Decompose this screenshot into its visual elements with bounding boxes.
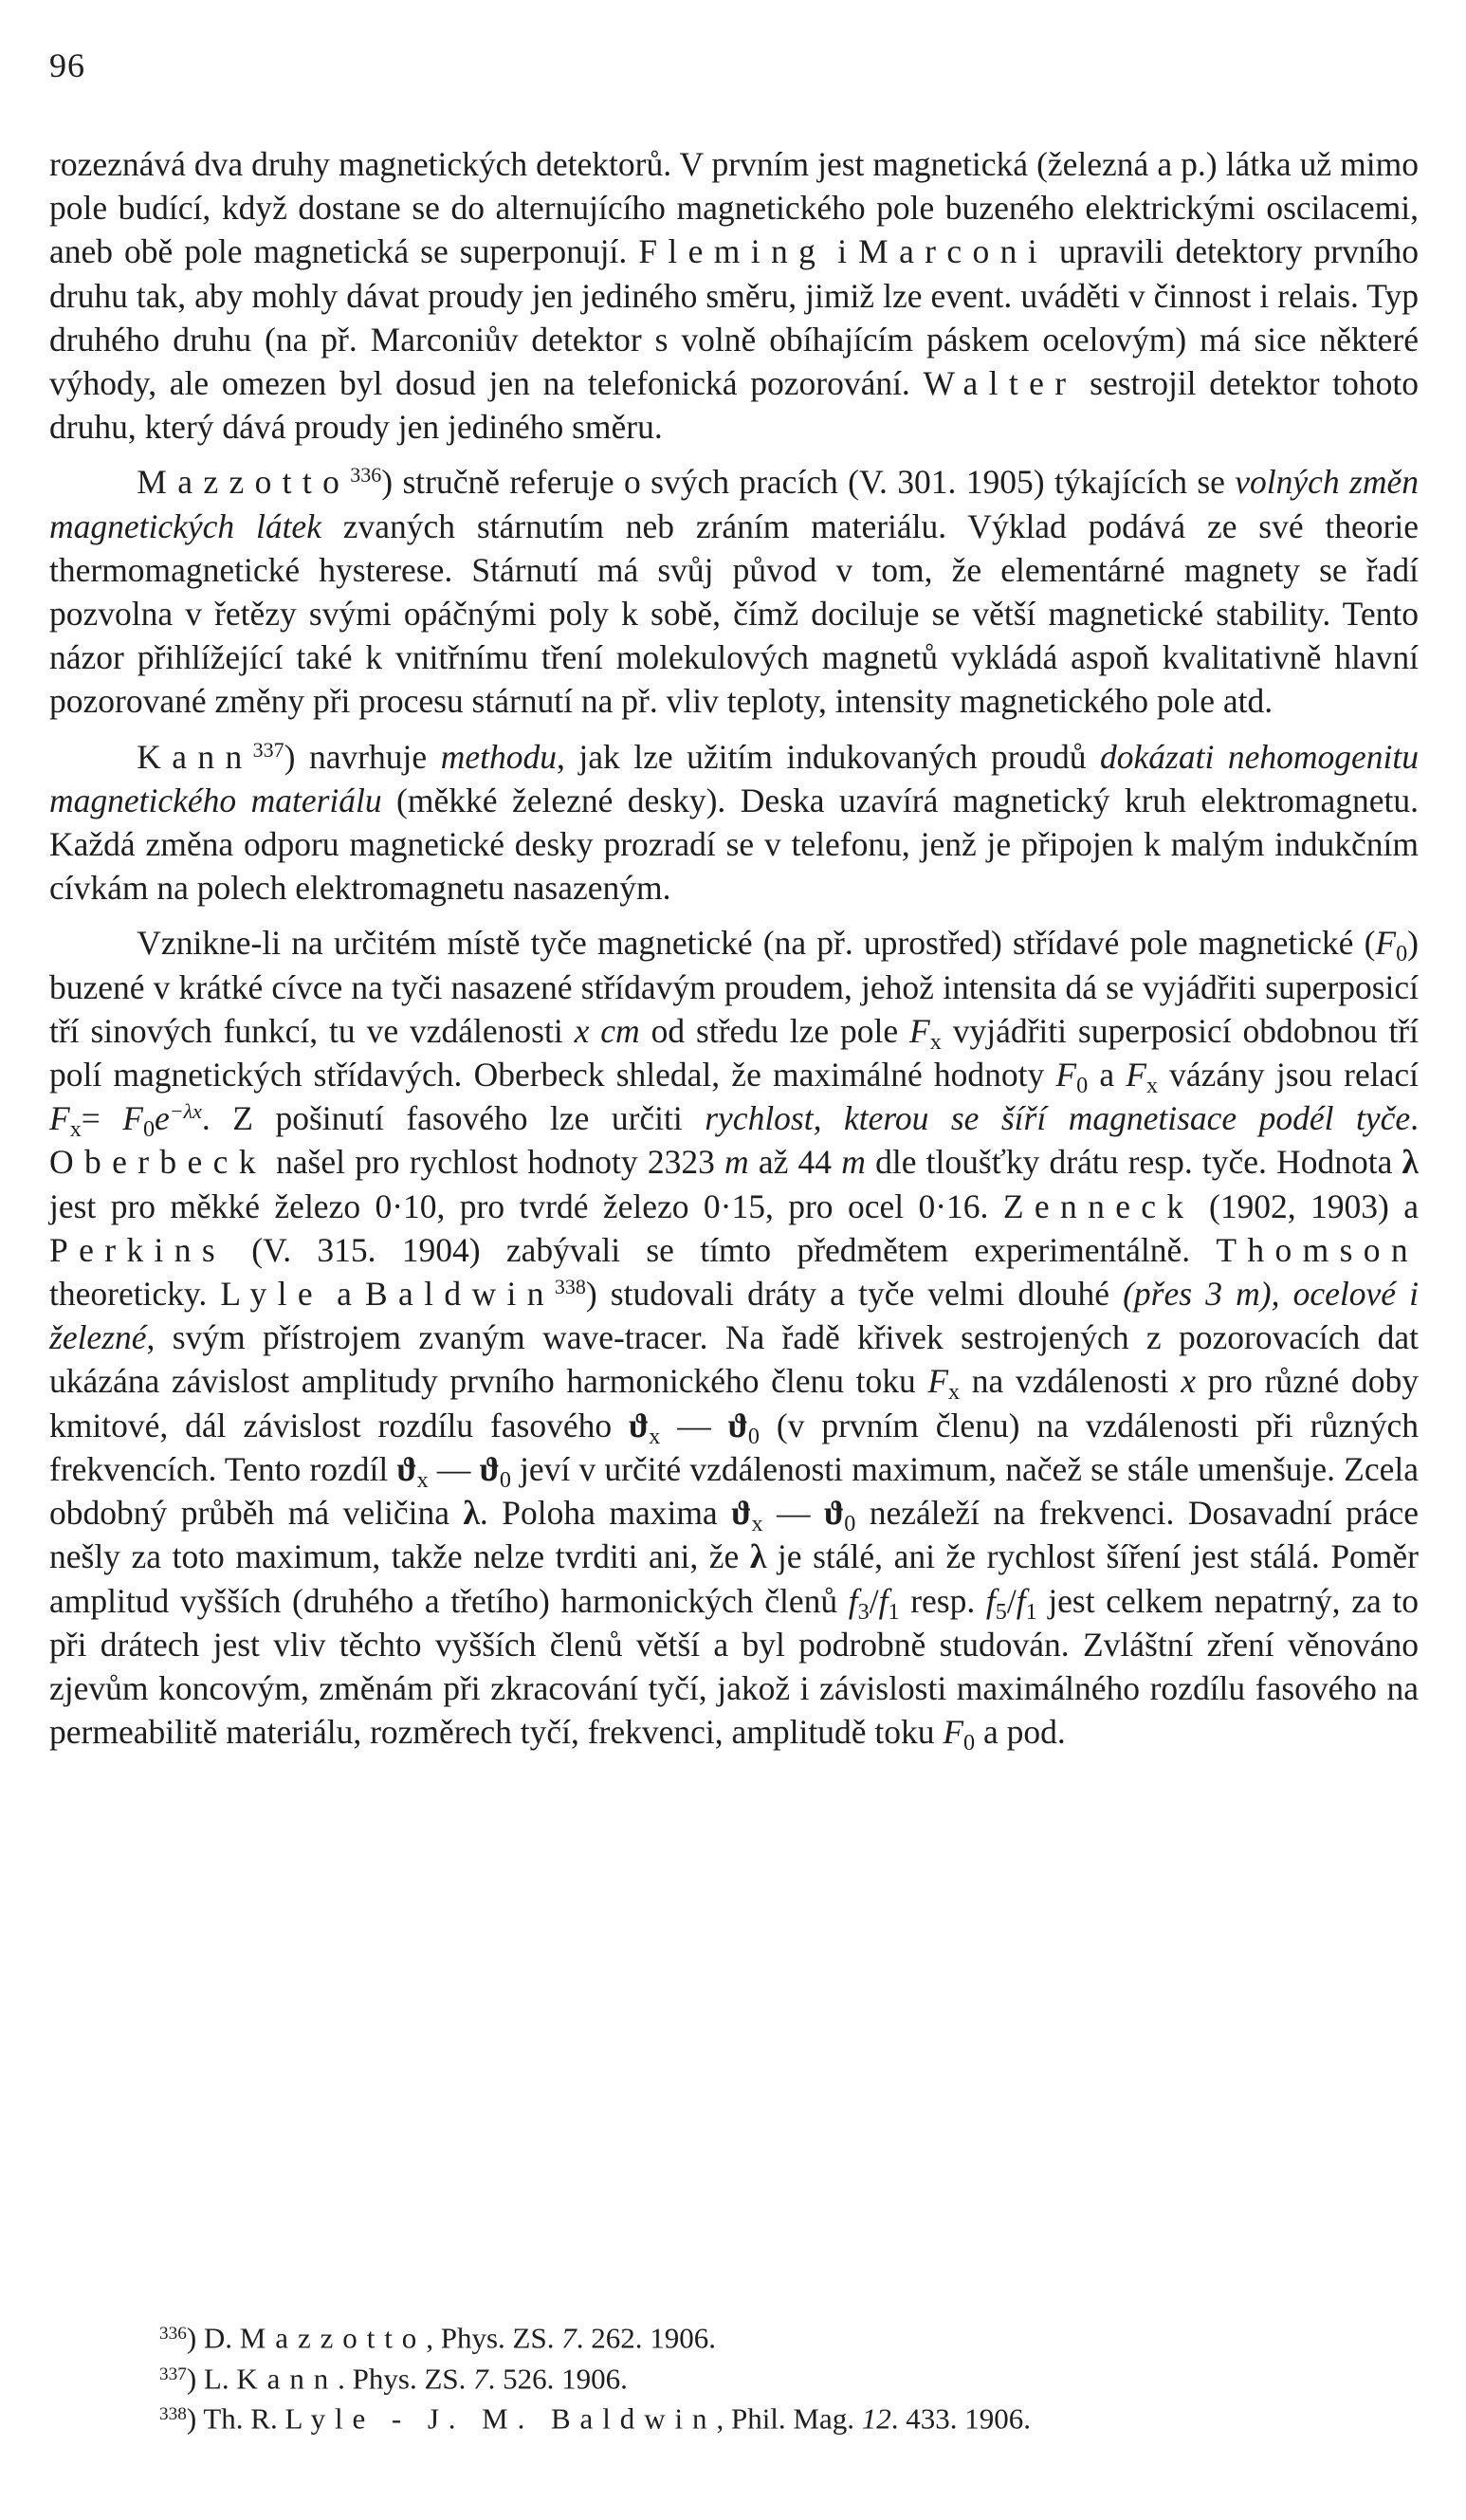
text-run: . 526. 1906.	[487, 2362, 628, 2396]
text-run: theoreticky.	[49, 1275, 221, 1314]
paragraph-mazzotto	[49, 460, 1419, 723]
text-run: (V. 315. 1904) zabývali se tímto předmětem experimentálně.	[226, 1230, 1217, 1269]
math-symbol: F	[1055, 1056, 1077, 1094]
math-symbol: ϑ	[629, 1406, 650, 1444]
text-run: —	[428, 1449, 480, 1488]
author-name: Walter	[923, 364, 1077, 403]
footnote-336	[159, 2316, 1392, 2357]
text-run: . 433. 1906.	[890, 2401, 1031, 2436]
body-text	[49, 142, 1419, 1754]
author-name: Kann	[236, 2362, 339, 2396]
author-name: Zenneck	[1002, 1186, 1195, 1225]
text-run: (1902, 1903) a	[1194, 1186, 1420, 1225]
text-run: .	[1410, 1099, 1419, 1138]
math-symbol: F	[122, 1099, 143, 1138]
math-symbol: ϑ	[396, 1449, 417, 1488]
paragraph-kann	[49, 735, 1419, 911]
math-operator: /	[1006, 1581, 1017, 1620]
author-name: Kann	[137, 737, 253, 776]
math-symbol: F	[1375, 924, 1397, 963]
text-run: rozeznává dva druhy magnetických detektorů. V prvním jest magnetická (železná a p.) látka už mimo pole budící, když dostane se do alternujícího magnetického pole buzeného elektrickými oscilacemi, aneb obě pole magnetická se superponují.	[49, 145, 1419, 271]
math-symbol: F	[49, 1099, 70, 1138]
text-run: —	[660, 1406, 728, 1444]
math-subscript: x	[416, 1466, 429, 1493]
text-run: Vznikne-li na určitém místě tyče magnetické (na př. uprostřed) střídavé pole magnetické (	[137, 924, 1376, 963]
text-run: resp.	[899, 1581, 986, 1620]
footnote-ref: 336	[350, 463, 382, 487]
volume-number: 12	[861, 2401, 891, 2436]
math-symbol: F	[1126, 1056, 1146, 1094]
text-run: zvaných stárnutím neb zráním materiálu. Výklad podává ze své theorie thermomagnetické hysterese. Stárnutí má svůj původ v tom, že elementárné magnety se řadí pozvolna v řetězy svými opáčnými poly k sobě, čímž dociluje se větší magnetické stability. Tento názor přihlížející také k vnitřnímu tření molekulových magnetů vykládá aspoň kvalitativně hlavní pozorované změny při procesu stárnutí na př. vliv teploty, intensity magnetického pole atd.	[49, 506, 1419, 721]
math-subscript: 1	[888, 1598, 900, 1625]
text-run: ) D.	[186, 2321, 240, 2355]
math-symbol: λ	[749, 1537, 767, 1576]
math-subscript: 0	[142, 1116, 156, 1143]
text-run: na vzdálenosti	[960, 1362, 1182, 1401]
text-run: —	[762, 1494, 824, 1533]
paragraph-detectors	[49, 142, 1419, 449]
volume-number: 7	[561, 2321, 577, 2355]
math-subscript: 3	[857, 1598, 870, 1625]
text-run: . Poloha maxima	[479, 1494, 732, 1533]
math-operator: /	[869, 1581, 879, 1620]
math-subscript: x	[751, 1510, 763, 1536]
text-run: od středu lze pole	[639, 1011, 910, 1050]
text-run: pro různé doby kmitové, dál závislost rozdílu fasového	[49, 1362, 1419, 1444]
text-run: . Z pošinutí fasového lze určiti	[201, 1099, 706, 1138]
text-run: , jak lze užitím indukovaných proudů	[556, 737, 1101, 776]
math-subscript: 5	[995, 1598, 1007, 1625]
math-symbol: m	[841, 1143, 866, 1182]
math-symbol: ϑ	[731, 1494, 752, 1533]
footnote-ref: 338	[554, 1274, 586, 1298]
math-symbol: m	[724, 1143, 749, 1182]
footnote-mark: 336	[159, 2324, 187, 2344]
text-run: ) Th. R.	[186, 2401, 285, 2436]
text-run: , svým přístrojem zvaným wave-tracer. Na řadě křivek sestrojených z pozorovacích dat ukázána závislost amplitudy prvního harmonického členu toku	[49, 1318, 1419, 1401]
author-name: Mazzotto	[137, 463, 351, 502]
text-run: vázány jsou relací	[1158, 1056, 1420, 1094]
author-name: Baldwin	[365, 1275, 555, 1314]
math-operator: =	[81, 1099, 123, 1138]
text-run: našel pro rychlost hodnoty 2323	[266, 1143, 725, 1182]
math-symbol: f	[848, 1581, 858, 1620]
volume-number: 7	[473, 2362, 488, 2396]
text-run: upravili detektory prvního druhu tak, aby mohly dávat proudy jen jediného směru, jimiž lze event. uváděti v činnost i relais. Typ druhého druhu (na př. Marconiův detektor s volně obíhajícím páskem ocelovým) má sice některé výhody, ale omezen byl dosud jen na telefonická pozorování.	[49, 232, 1419, 403]
text-run: ) buzené v krátké cívce na tyči nasazené střídavým proudem, jehož intensita dá se vyjádřiti superposicí tří sinových funkcí, tu ve vzdálenosti	[49, 924, 1419, 1050]
emphasis: (přes 3 m), ocelové i železné	[49, 1275, 1419, 1357]
math-symbol: λ	[463, 1494, 480, 1533]
text-run: sestrojil detektor tohoto druhu, který dává proudy jen jediného směru.	[49, 364, 1419, 447]
text-run: , Phil. Mag.	[716, 2401, 862, 2436]
author-name: Thomson	[1216, 1230, 1419, 1269]
math-subscript: x	[649, 1423, 661, 1449]
emphasis: methodu	[440, 737, 557, 776]
math-symbol: ϑ	[727, 1406, 748, 1444]
text-run: vyjádřiti superposicí obdobnou tří polí magnetických střídavých. Oberbeck shledal, že maximálné hodnoty	[49, 1011, 1419, 1094]
math-symbol: f	[878, 1581, 889, 1620]
text-run: ) stručně referuje o svých pracích (V. 301. 1905) týkajících se	[381, 463, 1236, 502]
text-run: jeví v určité vzdálenosti maximum, načež se stále umenšuje. Zcela obdobný průběh má veličina	[49, 1449, 1419, 1533]
math-subscript: 0	[1076, 1072, 1089, 1098]
math-subscript: x	[1145, 1072, 1158, 1098]
math-symbol: e	[155, 1099, 170, 1138]
footnote-ref: 337	[252, 737, 284, 762]
author-name: Marconi	[858, 232, 1048, 271]
math-symbol: f	[985, 1581, 996, 1620]
math-subscript: 0	[499, 1466, 511, 1493]
text-run: jest pro měkké železo 0·10, pro tvrdé železo 0·15, pro ocel 0·16.	[49, 1186, 1003, 1225]
text-run: je stálé, ani že rychlost šíření jest stálá. Poměr amplitud vyšších (druhého a třetího) harmonických členů	[49, 1537, 1419, 1620]
footnote-337	[159, 2357, 1392, 2398]
math-subscript: 1	[1025, 1598, 1037, 1625]
math-subscript: 0	[963, 1729, 976, 1756]
author-name: Oberbeck	[49, 1143, 266, 1182]
author-name: Mazzotto	[239, 2321, 427, 2355]
math-symbol: x cm	[574, 1011, 640, 1050]
math-subscript: x	[948, 1379, 961, 1406]
text-run: . 262. 1906.	[576, 2321, 716, 2355]
text-run: ) studovali dráty a tyče velmi dlouhé	[585, 1275, 1124, 1314]
emphasis: dokázati nehomogenitu magnetického materiálu	[49, 737, 1419, 819]
page-number: 96	[49, 46, 85, 84]
text-run: a	[322, 1275, 365, 1314]
author-name: Lyle - J. M. Baldwin	[284, 2401, 717, 2436]
math-symbol: f	[1016, 1581, 1026, 1620]
math-subscript: x	[929, 1028, 942, 1055]
text-run: , Phys. ZS.	[426, 2321, 562, 2355]
text-run: ) navrhuje	[284, 737, 441, 776]
text-run: ) L.	[186, 2362, 237, 2396]
math-subscript: 0	[1396, 941, 1408, 967]
text-run: až 44	[748, 1143, 842, 1182]
footnote-mark: 338	[159, 2404, 187, 2425]
emphasis: rychlost, kterou se šíří magnetisace podél tyče	[705, 1099, 1411, 1138]
math-subscript: 0	[844, 1510, 856, 1536]
math-symbol: ϑ	[823, 1494, 845, 1533]
math-symbol: ϑ	[479, 1449, 500, 1488]
emphasis: volných změn magnetických látek	[49, 463, 1419, 545]
text-run: nezáleží na frekvenci. Dosavadní práce nešly za toto maximum, takže nelze tvrditi ani, že	[49, 1494, 1420, 1576]
text-run: i	[826, 232, 859, 271]
text-run: dle tloušťky drátu resp. tyče. Hodnota	[865, 1143, 1402, 1182]
text-run: a pod.	[975, 1713, 1066, 1752]
text-run: a	[1088, 1056, 1127, 1094]
text-run: (měkké železné desky). Deska uzavírá magnetický kruh elektromagnetu. Každá změna odporu magnetické desky prozradí se v telefonu, jenž je připojen k malým indukčním cívkám na polech elektromagnetu nasazeným.	[49, 781, 1419, 908]
math-symbol: x	[1181, 1362, 1196, 1401]
author-name: Fleming	[638, 232, 827, 271]
math-symbol: F	[943, 1713, 964, 1752]
footnotes	[159, 2316, 1392, 2437]
math-symbol: F	[927, 1362, 949, 1401]
math-symbol: λ	[1402, 1143, 1419, 1182]
math-exponent: −λx	[169, 1099, 202, 1124]
math-subscript: 0	[747, 1423, 760, 1449]
author-name: Perkins	[49, 1230, 227, 1269]
text-run: . Phys. ZS.	[338, 2362, 474, 2396]
text-run: jest celkem nepatrný, za to při drátech jest vliv těchto vyšších členů větší a byl podrobně studován. Zvláštní zření věnováno zjevům koncovým, změnám při zkracování tyčí, jakož i závislosti maximálného rozdílu fasového na permeabilitě materiálu, rozměrech tyčí, frekvenci, amplitudě toku	[49, 1581, 1419, 1752]
author-name: Lyle	[220, 1275, 323, 1314]
math-subscript: x	[69, 1116, 82, 1143]
footnote-338	[159, 2397, 1392, 2437]
math-symbol: F	[909, 1011, 930, 1050]
text-run: (v prvním členu) na vzdálenosti při různých frekvencích. Tento rozdíl	[49, 1406, 1420, 1488]
footnote-mark: 337	[159, 2364, 187, 2384]
paragraph-magnetisation-speed	[49, 921, 1419, 1754]
